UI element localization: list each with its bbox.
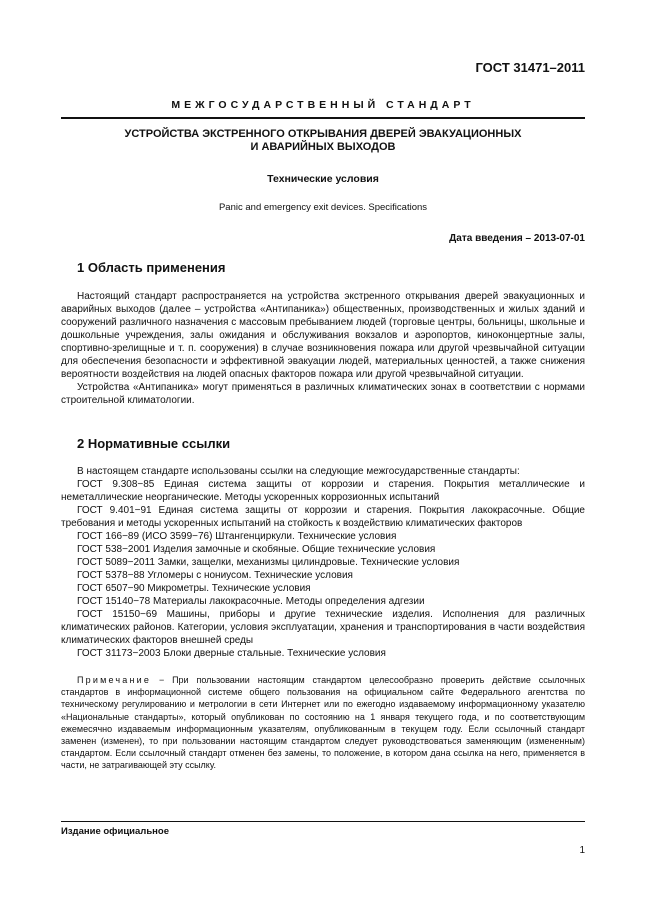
section-1-paragraph-2: Устройства «Антипаника» могут применяться в различных климатических зонах в соответствии с нормами строительной климатологии. — [61, 382, 585, 406]
reference-item: ГОСТ 5378−88 Угломеры с нониусом. Технические условия — [77, 570, 353, 581]
title-line-2: И АВАРИЙНЫХ ВЫХОДОВ — [250, 141, 396, 153]
section-1-heading: 1 Область применения — [77, 260, 226, 275]
reference-item: ГОСТ 15140−78 Материалы лакокрасочные. Методы определения адгезии — [77, 596, 425, 607]
reference-item: ГОСТ 15150−69 Машины, приборы и другие технические изделия. Исполнения для различных климатических районов. Категории, условия эксплуатации, хранения и транспортирования в части воздействия климатических факторов внешней среды — [61, 609, 585, 646]
note-label: Примечание — [77, 675, 152, 685]
english-title: Panic and emergency exit devices. Specifications — [218, 202, 428, 213]
section-1-body — [61, 290, 585, 407]
section-2-heading: 2 Нормативные ссылки — [77, 436, 231, 451]
note-text: − При пользовании настоящим стандартом целесообразно проверить действие ссылочных стандартов в информационной системе общего пользования на официальном сайте Федерального агентства по техническому регулированию и метрологии в сети Интернет или по ежегодно издаваемому информационному указателю «Национальные стандарты», который опубликован по состоянию на 1 января текущего года, и по соответствующим ежемесячно издаваемым информационным указателям, опубликованным в текущем году. Если ссылочный стандарт заменен (изменен), то при пользовании настоящим стандартом следует руководствоваться заменяющим (измененным) стандартом. Если ссылочный стандарт отменен без замены, то положение, в котором дана ссылка на него, применяется в части, не затрагивающей эту ссылку. — [61, 675, 585, 771]
note — [61, 674, 585, 772]
reference-item: ГОСТ 6507−90 Микрометры. Технические условия — [77, 583, 311, 594]
section-1-paragraph-1: Настоящий стандарт распространяется на устройства экстренного открывания дверей эвакуационных и аварийных выходов (далее – устройства «Антипаника») общественных, производственных и жилых зданий и сооружений различного назначения с массовым пребыванием людей (торговые центры, больницы, школьные и дошкольные учреждения, залы ожидания и обслуживания вокзалов и аэропортов, киноконцертные залы, спортивно-зрелищные и т. п. сооружения) в случае возникновения пожара или другой чрезвычайной ситуации для обеспечения безопасности и эффективной эвакуации людей, материальных ценностей, а также снижения вероятности воздействия на людей опасных факторов пожара или другой чрезвычайной ситуации. — [61, 291, 585, 380]
reference-item: ГОСТ 538−2001 Изделия замочные и скобяные. Общие технические условия — [77, 544, 436, 555]
introduction-date: Дата введения – 2013-07-01 — [449, 233, 585, 244]
edition-label: Издание официальное — [61, 826, 169, 837]
reference-item: ГОСТ 9.401−91 Единая система защиты от коррозии и старения. Покрытия лакокрасочные. Общие требования и методы ускоренных испытаний на стойкость к воздействию климатических факторов — [61, 505, 585, 529]
reference-item: ГОСТ 9.308−85 Единая система защиты от коррозии и старения. Покрытия металлические и неметаллические неорганические. Методы ускоренных коррозионных испытаний — [61, 479, 585, 503]
standard-type: МЕЖГОСУДАРСТВЕННЫЙ СТАНДАРТ — [171, 99, 475, 111]
document-title — [0, 128, 646, 154]
reference-item: ГОСТ 166−89 (ИСО 3599−76) Штангенциркули. Технические условия — [77, 531, 397, 542]
page-number: 1 — [579, 845, 585, 856]
section-2-body — [61, 465, 585, 660]
section-2-intro: В настоящем стандарте использованы ссылки на следующие межгосударственные стандарты: — [77, 466, 520, 477]
document-id: ГОСТ 31471–2011 — [475, 60, 585, 75]
reference-item: ГОСТ 5089−2011 Замки, защелки, механизмы цилиндровые. Технические условия — [77, 557, 460, 568]
document-subtitle: Технические условия — [267, 173, 379, 185]
footer-rule — [61, 821, 585, 822]
header-rule — [61, 117, 585, 119]
reference-item: ГОСТ 31173−2003 Блоки дверные стальные. Технические условия — [77, 648, 386, 659]
title-line-1: УСТРОЙСТВА ЭКСТРЕННОГО ОТКРЫВАНИЯ ДВЕРЕЙ ЭВАКУАЦИОННЫХ — [124, 128, 522, 140]
